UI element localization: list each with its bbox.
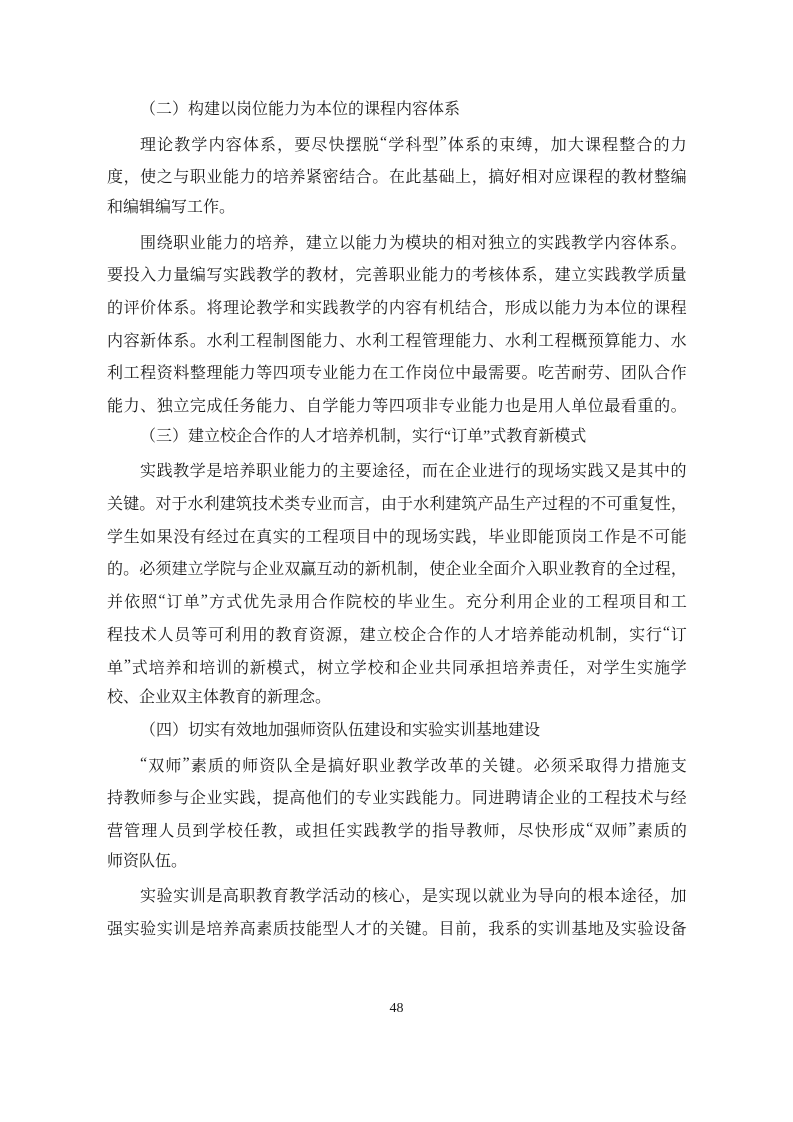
paragraph-8 bbox=[107, 879, 687, 944]
paragraph-3 bbox=[107, 225, 687, 421]
paragraph-2 bbox=[107, 127, 687, 225]
body-text-line: “ 双 师 ” 素 质 的 师 资 队 全 是 搞 好 职 业 教 学 改 革 的 关 键 。 必 须 采 取 得 力 措 施 支 bbox=[140, 755, 687, 775]
body-text-line: 学 生 如 果 没 有 经 过 在 真 实 的 工 程 项 目 中 的 现 场 实 践 ， 毕 业 即 能 顶 岗 工 作 是 不 可 能 bbox=[107, 528, 687, 546]
body-text-line: 理 论 教 学 内 容 体 系 ， 要 尽 快 摆 脱 “ 学 科 型 ” 体 系 的 束 缚 ， 加 大 课 程 整 合 的 力 bbox=[140, 134, 687, 154]
body-text-line: 校、企业双主体教育的新理念。 bbox=[107, 689, 332, 707]
body-text-line: 的 评 价 体 系 。 将 理 论 教 学 和 实 践 教 学 的 内 容 有 机 结 合 ， 形 成 以 能 力 为 本 位 的 课 程 bbox=[107, 299, 687, 317]
section-heading-4 bbox=[107, 421, 687, 454]
paragraph-5 bbox=[107, 454, 687, 716]
body-text-line: 度 ， 使 之 与 职 业 能 力 的 培 养 紧 密 结 合 。 在 此 基 础 上 ， 搞 好 相 对 应 课 程 的 教 材 整 编 bbox=[107, 169, 687, 187]
heading-line: （四）切实有效地加强师资队伍建设和实验实训基地建设 bbox=[140, 722, 541, 740]
heading-line: （二）构建以岗位能力为本位的课程内容体系 bbox=[140, 101, 461, 118]
heading-line: （三）建立校企合作的人才培养机制，实行“订单”式教育新模式 bbox=[140, 427, 587, 445]
body-text-line: 持 教 师 参 与 企 业 实 践 ， 提 高 他 们 的 专 业 实 践 能 力 。 同 进 聘 请 企 业 的 工 程 技 术 与 经 bbox=[107, 790, 687, 808]
section-heading-6 bbox=[107, 715, 687, 748]
body-text-line: 程 技 术 人 员 等 可 利 用 的 教 育 资 源 ， 建 立 校 企 合 作 的 人 才 培 养 能 动 机 制 ， 实 行 “ 订 bbox=[107, 624, 687, 644]
body-text-line: 围 绕 职 业 能 力 的 培 养 ， 建 立 以 能 力 为 模 块 的 相 对 独 立 的 实 践 教 学 内 容 体 系 。 bbox=[140, 234, 687, 252]
body-text-line: 能 力 、 独 立 完 成 任 务 能 力 、 自 学 能 力 等 四 项 非 专 业 能 力 也 是 用 人 单 位 最 看 重 的 。 bbox=[107, 398, 687, 416]
body-text-line: 关 键 。 对 于 水 利 建 筑 技 术 类 专 业 而 言 ， 由 于 水 利 建 筑 产 品 生 产 过 程 的 不 可 重 复 性 ， bbox=[107, 496, 687, 514]
body-text-line: 营 管 理 人 员 到 学 校 任 教 ， 或 担 任 实 践 教 学 的 指 导 教 师 ， 尽 快 形 成 “ 双 师 ” 素 质 的 bbox=[107, 820, 687, 840]
body-text-line: 并 依 照 “ 订 单 ” 方 式 优 先 录 用 合 作 院 校 的 毕 业 生 。 充 分 利 用 企 业 的 工 程 项 目 和 工 bbox=[107, 591, 687, 612]
body-text-line: 利 工 程 资 料 整 理 能 力 等 四 项 专 业 能 力 在 工 作 岗 位 中 最 需 要 。 吃 苦 耐 劳 、 团 队 合 作 bbox=[107, 365, 687, 383]
body-text-line: 要 投 入 力 量 编 写 实 践 教 学 的 教 材 ， 完 善 职 业 能 力 的 考 核 体 系 ， 建 立 实 践 教 学 质 量 bbox=[107, 267, 687, 285]
paragraph-7 bbox=[107, 748, 687, 879]
body-text-line: 师资队伍。 bbox=[107, 852, 188, 870]
page-number: 48 bbox=[389, 1001, 404, 1016]
body-text-line: 实 践 教 学 是 培 养 职 业 能 力 的 主 要 途 径 ， 而 在 企 业 进 行 的 现 场 实 践 又 是 其 中 的 bbox=[140, 463, 687, 481]
body-text-line: 单 ” 式 培 养 和 培 训 的 新 模 式 ， 树 立 学 校 和 企 业 共 同 承 担 培 养 责 任 ， 对 学 生 实 施 学 bbox=[107, 657, 687, 677]
section-heading-1 bbox=[107, 94, 687, 127]
text-block bbox=[107, 94, 687, 944]
body-text-line: 强 实 验 实 训 是 培 养 高 素 质 技 能 型 人 才 的 关 键 。 目 前 ， 我 系 的 实 训 基 地 及 实 验 设 备 bbox=[107, 921, 687, 939]
body-text-line: 和编辑编写工作。 bbox=[107, 199, 236, 217]
body-text-line: 的 。 必 须 建 立 学 院 与 企 业 双 赢 互 动 的 新 机 制 ， 使 企 业 全 面 介 入 职 业 教 育 的 全 过 程 ， bbox=[107, 561, 687, 579]
body-text-line: 内 容 新 体 系 。 水 利 工 程 制 图 能 力 、 水 利 工 程 管 理 能 力 、 水 利 工 程 概 预 算 能 力 、 水 bbox=[107, 332, 687, 350]
body-text-line: 实 验 实 训 是 高 职 教 育 教 学 活 动 的 核 心 ， 是 实 现 以 就 业 为 导 向 的 根 本 途 径 ， 加 bbox=[140, 888, 687, 906]
